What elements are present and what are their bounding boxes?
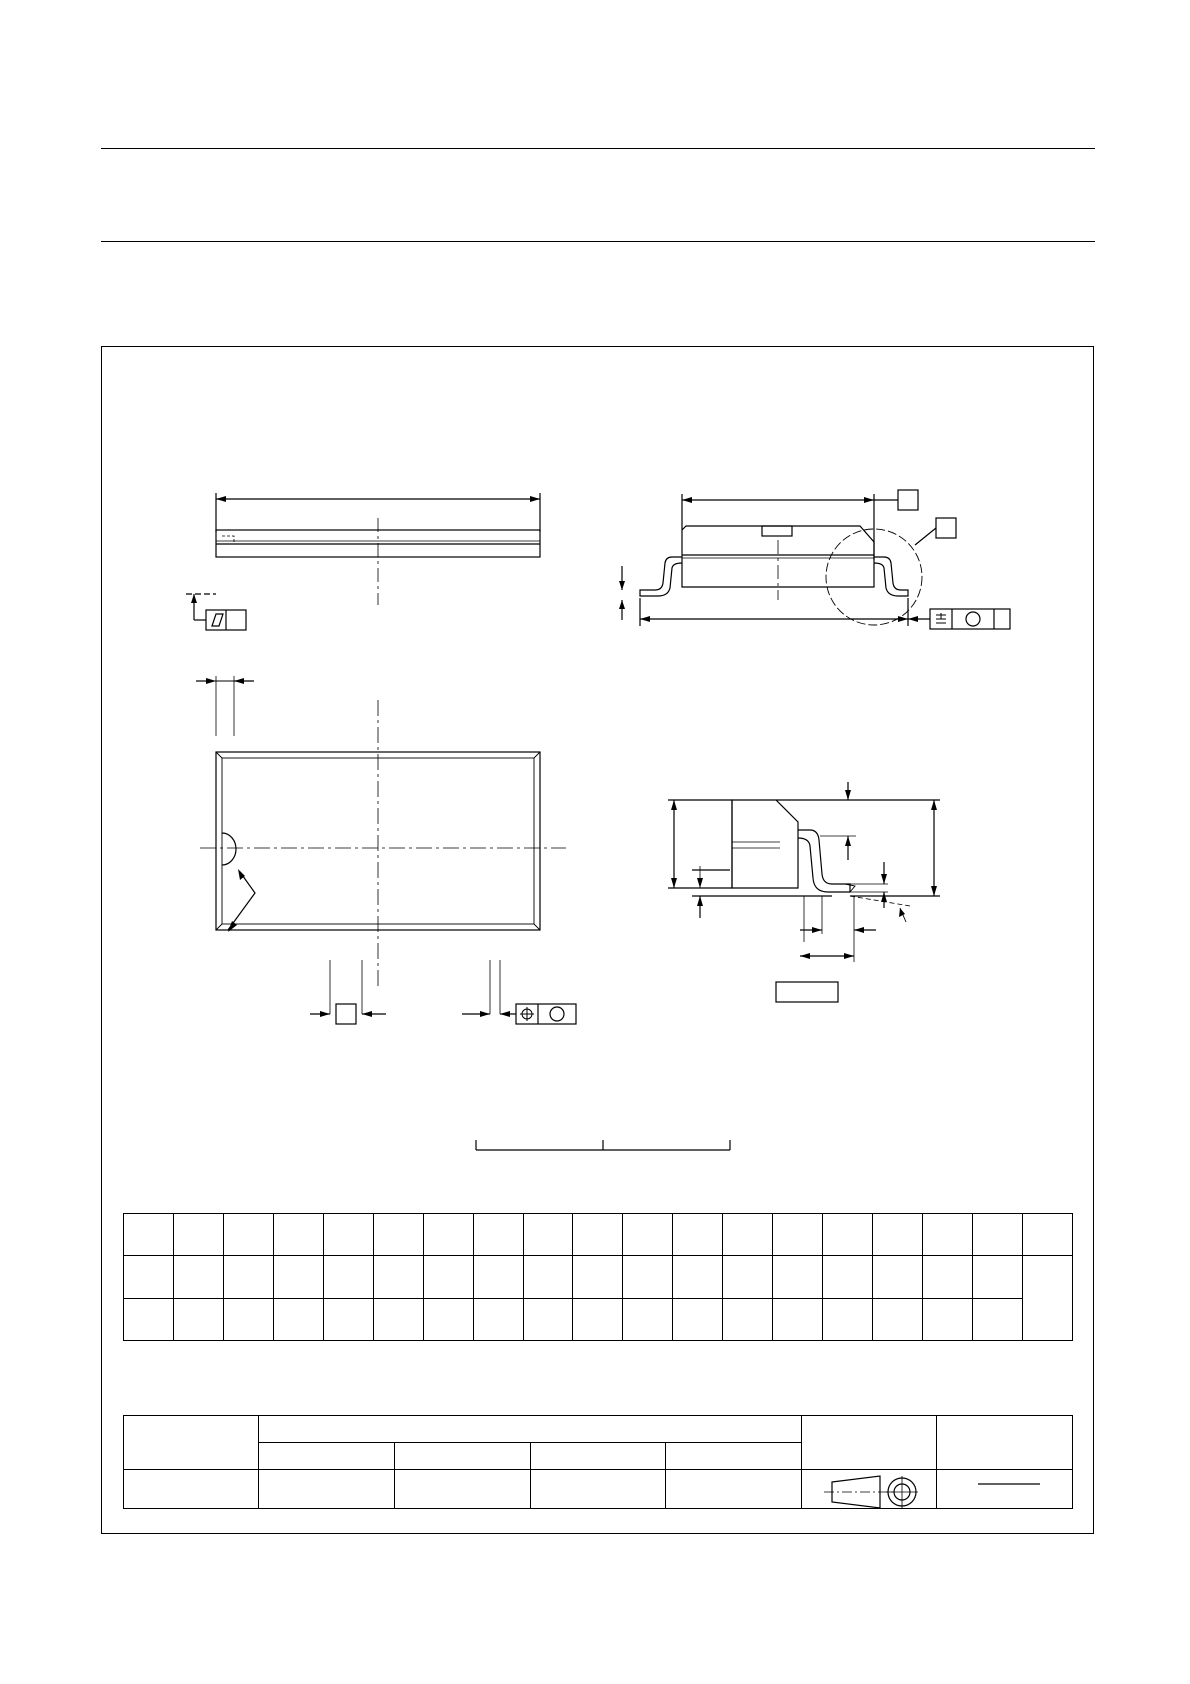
- outline-reference-table: [123, 1415, 1073, 1509]
- dimension-table: [123, 1213, 1073, 1341]
- table-row: [124, 1416, 1073, 1443]
- coplanarity-symbol: [212, 614, 223, 626]
- table-row: [124, 1298, 1073, 1340]
- scale-bar: [476, 1140, 730, 1150]
- mmc-circle-symbol: [550, 1007, 564, 1021]
- detail-x-lead: [798, 830, 850, 892]
- table-row: [124, 1470, 1073, 1509]
- pitch-datum-box: [336, 1004, 356, 1024]
- detail-x-body: [732, 800, 798, 888]
- detail-x-view: [668, 782, 940, 1002]
- plan-view: [196, 676, 576, 1024]
- detail-label-box: [936, 518, 956, 538]
- side-view: [186, 493, 540, 630]
- position-symbol: [520, 1007, 534, 1021]
- table-row: [124, 1214, 1073, 1256]
- end-view-right-lead: [874, 557, 908, 596]
- table-row: [124, 1256, 1073, 1298]
- end-view: [619, 490, 1010, 629]
- detail-x-title-box: [776, 982, 838, 1002]
- datum-box-top: [898, 490, 918, 510]
- flatness-symbol: [936, 613, 946, 623]
- pin-1-notch: [222, 833, 236, 865]
- circle-symbol: [966, 612, 980, 626]
- end-view-left-lead: [640, 557, 682, 596]
